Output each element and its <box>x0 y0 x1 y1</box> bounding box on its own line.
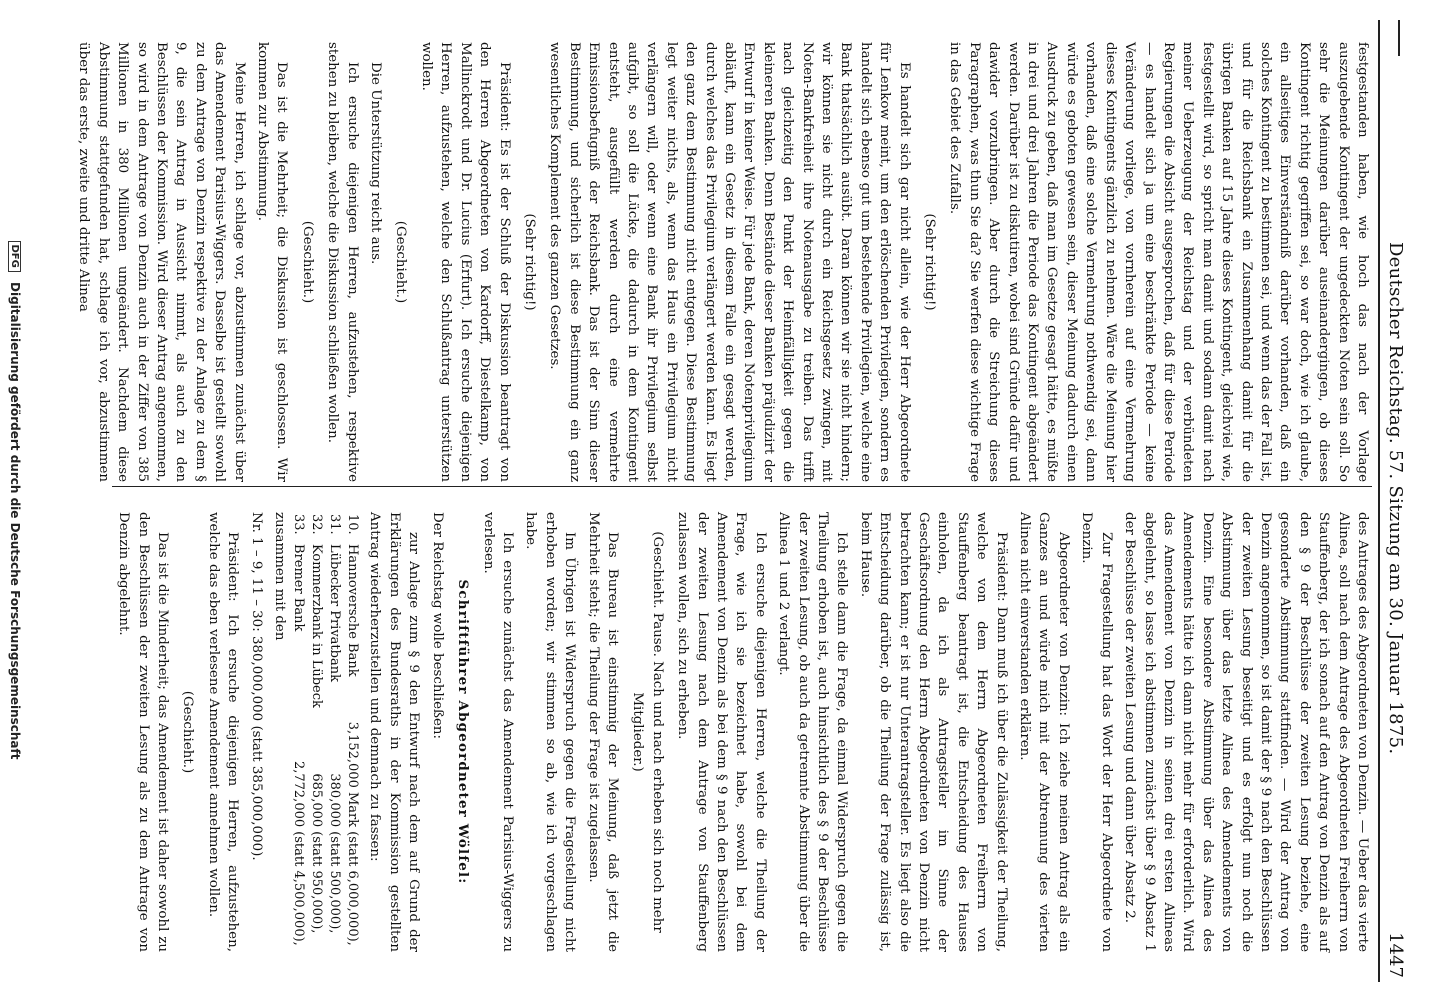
amendment-total-instead: (statt 385,000,000). <box>248 725 264 861</box>
column-divider <box>112 486 1372 487</box>
amendment-block <box>246 512 472 952</box>
bank-row-value: 2,772,000 <box>291 760 307 828</box>
bank-row-number: 32. <box>309 514 325 535</box>
paragraph: Im Übrigen ist Widerspruch gegen die Fragestellung nicht erhoben worden; wir stimmen so ab, wie ich vorgeschlagen habe. <box>523 512 578 952</box>
paragraph: Das ist die Minderheit; das Amendement ist daher sowohl zu den Beschlüssen der zweiten Lesung als zu dem Antrage von Denzin abgelehnt. <box>116 512 171 952</box>
bank-row <box>343 512 361 952</box>
paragraph: Präsident: Dann muß ich über die Zulässigkeit der Theilung, welche von dem Herrn Abgeordneten Freiherrn von Stauffenberg beantragt ist, die Entscheidung des Hauses einholen, da ich als Antragsteller im Sinne der Geschäftsordnung den Herrn Abgeordneten von Denzin nicht betrachten kann; er ist nur Unterantragsteller. Es liegt also die Entscheidung darüber, ob die Theilung der Frage zulässig ist, beim Hause. <box>857 512 1009 952</box>
bank-row <box>307 512 325 952</box>
page-number: 1447 <box>1385 932 1406 978</box>
bank-row-value: 685,000 <box>309 773 325 828</box>
paragraph: Ich stelle dann die Frage, da einmal Widerspruch gegen die Theilung erhoben ist, auch hinsichtlich des § 9 der Beschlüsse der zweiten Lesung, ob auch da getrennte Abstimmung über die Alinea 1 und 2 verlangt. <box>776 512 850 952</box>
left-column <box>70 42 1372 482</box>
right-column <box>110 512 1372 952</box>
paragraph: Präsident: Es ist der Schluß der Diskussion beantragt von den Herren Abgeordneten von Kardorff, Diestelkamp, von Mallinckrodt und Dr. Lucius (Erfurt). Ich ersuche diejenigen Herren, aufzustehen, welche den Schlußantrag unterstützen wollen. <box>418 42 512 482</box>
paragraph: festgestanden haben, wie hoch das nach der Vorlage auszugebende Kontingent der ungedeckten Noten sein soll. So sehr die Meinungen darüber auseinandergingen, ob dieses Kontingent richtig gegriffen sei, so war doch, wie ich glaube, ein allseitiges Einverständniß darüber vorhanden, daß ein solches Kontingent zu bestimmen sei, und wenn das der Fall ist, und für die Reichsbank ein Zusammenhang damit für die übrigen Banken auf 15 Jahre dieses Kontingent, gleichviel wie, festgestellt wird, so spricht man damit und sodann damit nach meiner Ueberzeugung der Reichstag und der verbündeten Regierungen die Absicht ausgesprochen, daß für diese Periode — es handelt sich ja um eine beschränkte Periode — keine Veränderung vorliege, von vornherein auf eine Vermehrung dieses Kontingents gänzlich zu nehmen. Wäre die Meinung hier vorhanden, daß eine solche Vermehrung nothwendig sei, dann würde es geboten gewesen sein, dieser Meinung dadurch einen Ausdruck zu geben, daß man im Gesetze gesagt hätte, es müßte in drei und drei Jahren die Periode das Kontingent abgeändert werden. Darüber ist zu diskutiren, wobei sind Gründe dafür und dawider vorzubringen. Aber durch die Streichung dieses Paragraphen, was thun Sie da? Sie werfen diese wichtige Frage in das Gebiet des Zufalls. <box>947 42 1370 482</box>
interjection: (Geschieht.) <box>180 690 196 774</box>
amendment-total <box>246 512 265 952</box>
bank-row-name: Lübecker Privatbank <box>327 544 343 682</box>
paragraph: Das ist die Mehrheit; die Diskussion ist geschlossen. Wir kommen zur Abstimmung. <box>255 42 290 482</box>
interjection: (Geschieht.) <box>393 220 409 304</box>
bank-row-name: Bremer Bank <box>291 544 307 632</box>
bank-table <box>289 512 361 952</box>
interjection: (Sehr richtig!) <box>922 213 938 311</box>
paragraph: des Antrages des Abgeordneten von Denzin. — Ueber das vierte Alinea, soll nach dem Antrage des Abgeordneten Freiherrn von Stauffenberg, der ich sonach auf den Antrag von Denzin als auf den § 9 der Beschlüsse der zweiten Lesung beziehe, eine gesonderte Abstimmung stattfinden. — Wird der Antrag von Denzin angenommen, so ist damit der § 9 nach den Beschlüssen der zweiten Lesung beseitigt und es erfolgt nun noch die Abstimmung über das letzte Alinea des Amendements von Denzin. Eine besondere Abstimmung über das Alinea des Amendements hätte ich dann nicht mehr für erforderlich. Wird das Amendement von Denzin in seinen drei ersten Alineas abgelehnt, so lasse ich abstimmen zunächst über § 9 Absatz 1 der Beschlüsse der zweiten Lesung und dann über Absatz 2. <box>1122 512 1370 952</box>
amendment-intro: Der Reichstag wolle beschließen: <box>429 512 445 740</box>
bank-row-value: 380,000 <box>327 773 343 828</box>
paragraph: Meine Herren, ich schlage vor, abzustimmen zunächst über das Amendement Parisius-Wiggers. Dasselbe ist gestellt sowohl zu dem Antrage von Denzin respektive zu der Anlage zu dem § 9, die sein Antrag in Aussicht nimmt, als auch zu den Beschlüssen der Kommission. Wird dieser Antrag angenommen, so wird in dem Antrage von Denzin auch in der Ziffer von 385 Millionen in 380 Millionen umgeändert. Nachdem diese Abstimmung stattgefunden hat, schlage ich vor, abzustimmen über das erste, zweite und dritte Alinea <box>76 42 247 482</box>
bank-row-instead: (statt 6,000,000), <box>345 831 361 946</box>
paragraph: Ich ersuche diejenigen Herren, welche die Theilung der Frage, wie ich sie bezeichnet habe, sowohl bei dem Amendement von Denzin als bei dem § 9 nach den Beschlüssen der zweiten Lesung nach dem Antrage von Stauffenberg zulassen wollen, sich zu erheben. <box>675 512 768 952</box>
bank-row <box>325 512 343 952</box>
bank-row-instead: (statt 500,000), <box>327 831 343 934</box>
paragraph: Das Bureau ist einstimmig der Meinung, daß jetzt die Mehrheit steht; die Theilung der Frage ist zugelassen. <box>585 512 620 952</box>
interjection: (Geschieht.) <box>299 220 315 304</box>
interjection: (Geschieht. Pause. Nach und nach erheben sich noch mehr Mitglieder.) <box>630 531 665 933</box>
bank-row-name: Hannoversche Bank <box>345 544 361 677</box>
bank-row-value: 3,152,000 Mark <box>345 721 361 828</box>
amendment-total-text: Nr. 1 – 9, 11 – 30: 380,000,000 <box>248 512 264 722</box>
digitization-footer <box>8 0 22 1000</box>
interjection: (Sehr richtig!) <box>521 213 537 311</box>
bank-row-name: Kommerzbank in Lübeck <box>309 544 325 708</box>
paragraph: Es handelt sich gar nicht allein, wie der Herr Abgeordnete für Lenkow meint, um den erlöschenden Privilegien, sondern es handelt sich ebenso gut um bestehende Privilegien, welche eine Bank thatsächlich ausübt. Daran können wir sie nicht hindern; wir können sie nicht durch ein Reichsgesetz zwingen, mit Noten-Bankfreiheit ihre Notenausgabe zu treiben. Das trifft nach gleichzeitig den Punkt der Heimfälligkeit gegen die kleineren Banken. Denn Bestände dieser Banken präjudizirt der Entwurf in keiner Weise. Für jede Bank, deren Notenprivilegium abläuft, kann ein Gesetz in diesem Falle ein gesagt werden, durch welches das Privilegium verlängert werden kann. Es liegt den ganz dem Bestimmung nicht entgegen. Diese Bestimmung legt weiter nichts, als, wenn das Haus ein Privilegium nicht verlängern will, oder wenn eine Bank ihr Privilegium selbst aufgibt, so soll die Lücke, die dadurch in dem Kontingent entsteht, ausgefüllt werden durch eine vermehrte Emissionsbefugniß der Reichsbank. Das ist der Sinn dieser Bestimmung, und sicherlich ist diese Bestimmung ein ganz wesentliches Komplement des ganzen Gesetzes. <box>547 42 912 482</box>
bank-row-number: 33. <box>291 514 307 535</box>
paragraph: Ich ersuche zunächst das Amendement Parisius-Wiggers zu verlesen. <box>480 512 515 952</box>
bank-row <box>289 512 307 952</box>
paragraph: Die Unterstützung reicht aus. <box>368 62 384 265</box>
paragraph: Präsident: Ich ersuche diejenigen Herren, aufzustehen, welche das eben verlesene Amendement annehmen wollen. <box>205 512 241 952</box>
amendment-text: zur Anlage zum § 9 den Entwurf nach dem auf Grund der Erklärungen des Bundesraths in der Kommission gestellten Antrag wiederherzustellen und demnach zu fassen: <box>367 512 422 952</box>
footer-text: Digitalisierung gefördert durch die Deutsche Forschungsgemeinschaft <box>8 282 22 760</box>
bank-row-number: 31. <box>327 514 343 535</box>
page-header <box>1378 20 1410 982</box>
bank-row-number: 10. <box>345 514 361 535</box>
amendment-total-label: zusammen mit den <box>272 512 288 641</box>
running-title: Deutscher Reichstag. 57. Sitzung am 30. Januar 1875. <box>1385 242 1406 755</box>
bank-row-instead: (statt 950,000), <box>309 831 325 934</box>
header-rule <box>1398 20 1400 56</box>
paragraph: Zur Fragestellung hat das Wort der Herr Abgeordnete von Denzin. <box>1079 512 1114 952</box>
amendment-heading: Schriftführer Abgeordneter Wölfel: <box>455 579 472 885</box>
bank-row-instead: (statt 4,500,000), <box>291 831 307 946</box>
paragraph: Ich ersuche diejenigen Herren, aufzustehen, respektive stehen zu bleiben, welche die Diskussion schließen wollen. <box>325 42 360 482</box>
paragraph: Abgeordneter von Denzin: Ich ziehe meinen Antrag als ein Ganzes an und würde mich mit der Abtrennung des vierten Alinea nicht einverstanden erklären. <box>1017 512 1071 952</box>
dfg-logo: DFG <box>8 241 21 272</box>
